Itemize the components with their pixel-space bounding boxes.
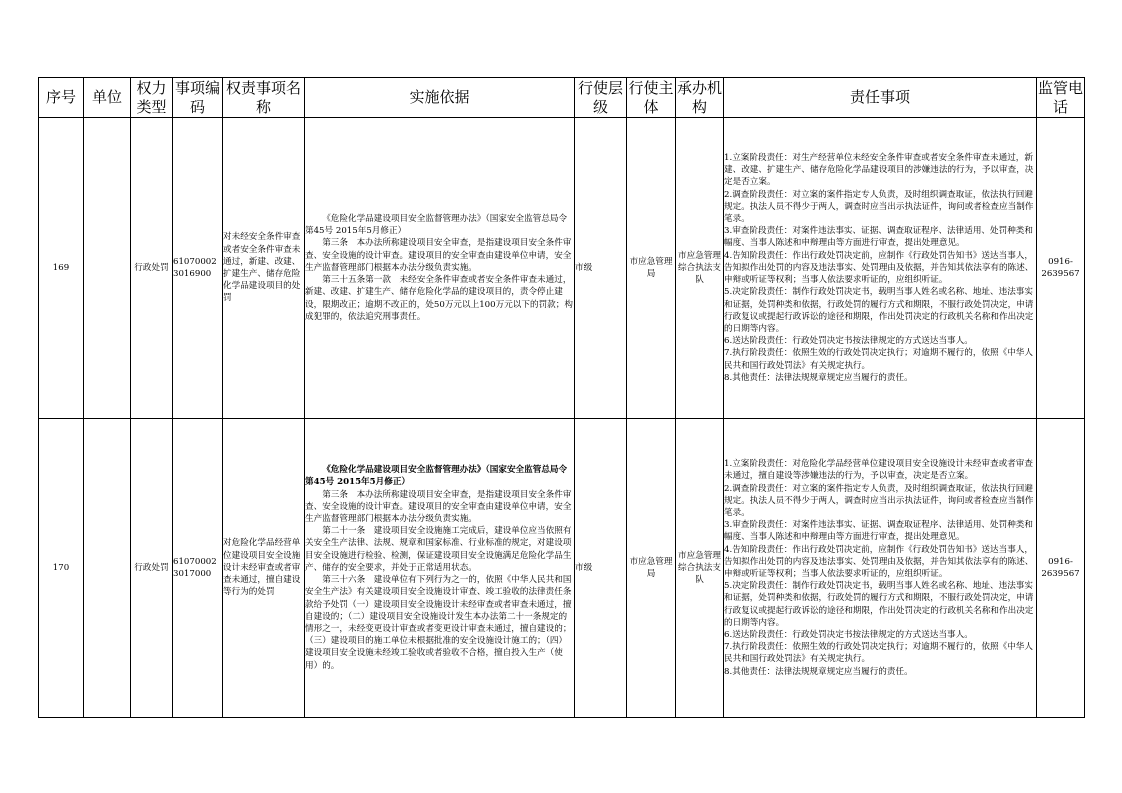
row-duties (724, 118, 1037, 419)
row-power-type: 行政处罚 (131, 419, 173, 718)
row-basis (305, 118, 575, 419)
row-power-type: 行政处罚 (131, 118, 173, 419)
table-row (39, 118, 1085, 419)
duty-item: 1.立案阶段责任：对危险化学品经营单位建设项目安全设施设计未经审查或者审查未通过，擅自建设等涉嫌违法的行为，予以审查，决定是否立案。 (724, 459, 1033, 482)
row-code: 61070002 3017000 (173, 419, 223, 718)
duty-item: 7.执行阶段责任：依照生效的行政处罚决定执行；对逾期不履行的，依照《中华人民共和国行政处罚法》有关规定执行。 (724, 348, 1033, 371)
basis-paragraph: 第三十五条第一款 未经安全条件审查或者安全条件审查未通过，新建、改建、扩建生产、储存危险化学品的建设项目的，责令停止建设，限期改正；逾期不改正的，处50万元以上100万元以下的罚款；构成犯罪的，依法追究刑事责任。 (305, 275, 573, 322)
header-agency: 承办机构 (676, 78, 722, 116)
row-duties (724, 419, 1037, 718)
row-agency: 市应急管理综合执法支队 (676, 118, 724, 419)
table-row (39, 419, 1085, 718)
duty-item: 2.调查阶段责任：对立案的案件指定专人负责，及时组织调查取证，依法执行回避规定。执法人员不得少于两人，调查时应当出示执法证件，询问或者检查应当制作笔录。 (724, 483, 1034, 518)
header-code: 事项编码 (173, 78, 223, 118)
header-seq: 序号 (39, 78, 84, 118)
row-seq: 169 (39, 118, 84, 419)
duty-item: 8.其他责任：法律法规规章规定应当履行的责任。 (724, 666, 913, 677)
duty-item: 8.其他责任：法律法规规章规定应当履行的责任。 (724, 372, 913, 383)
duty-item: 3.审查阶段责任：对案件违法事实、证据、调查取证程序、法律适用、处罚种类和幅度、当事人陈述和申辩理由等方面进行审查，提出处理意见。 (724, 520, 1033, 543)
row-phone: 0916-2639567 (1037, 419, 1085, 718)
header-level: 行使层级 (575, 78, 627, 118)
header-power-type: 权力类型 (131, 78, 173, 118)
basis-paragraph: 《危险化学品建设项目安全监督管理办法》（国家安全监管总局令第45号 2015年5月修正） (305, 465, 568, 488)
duty-item: 7.执行阶段责任：依照生效的行政处罚决定执行；对逾期不履行的，依照《中华人民共和国行政处罚法》有关规定执行。 (724, 642, 1033, 665)
basis-paragraph: 第三十六条 建设单位有下列行为之一的，依照《中华人民共和国安全生产法》有关建设项目安全设施设计审查、竣工验收的法律责任条款给予处罚（一）建设项目安全设施设计未经审查或者审查未通过，擅自建设的；（二）建设项目安全设施设计发生本办法第二十一条规定的情形之一，未经变更设计审查或者变更设计审查未通过，擅自建设的；（三）建设项目的施工单位未根据批准的安全设施设计施工的；（四）建设项目安全设施未经竣工验收或者验收不合格，擅自投入生产（使用）的。 (305, 575, 572, 671)
duty-item: 6.送达阶段责任：行政处罚决定书按法律规定的方式送达当事人。 (724, 630, 973, 641)
row-seq: 170 (39, 419, 84, 718)
duty-item: 6.送达阶段责任：行政处罚决定书按法律规定的方式送达当事人。 (724, 336, 973, 347)
row-code: 61070002 3016900 (173, 118, 223, 419)
basis-paragraph: 《危险化学品建设项目安全监督管理办法》（国家安全监管总局令第45号 2015年5月修正） (305, 214, 568, 237)
row-agency: 市应急管理综合执法支队 (676, 419, 724, 718)
header-phone: 监管电话 (1037, 78, 1083, 116)
header-duties: 责任事项 (724, 78, 1037, 118)
header-unit: 单位 (84, 78, 131, 118)
duty-item: 5.决定阶段责任：制作行政处罚决定书，载明当事人姓名或名称、地址、违法事实和证据，处罚种类和依据，行政处罚的履行方式和期限，不服行政处罚决定，申请行政复议或提起行政诉讼的途径和期限，作出处罚决定的行政机关名称和作出决定的日期等内容。 (724, 287, 1034, 334)
duty-item: 1.立案阶段责任：对生产经营单位未经安全条件审查或者安全条件审查未通过，新建、改建、扩建生产、储存危险化学品建设项目的涉嫌违法的行为，予以审查，决定是否立案。 (724, 153, 1034, 188)
row-phone: 0916-2639567 (1037, 118, 1085, 419)
row-subject: 市应急管理局 (627, 118, 676, 419)
row-subject: 市应急管理局 (627, 419, 676, 718)
row-level: 市级 (575, 118, 627, 419)
duty-item: 2.调查阶段责任：对立案的案件指定专人负责，及时组织调查取证，依法执行回避规定。执法人员不得少于两人，调查时应当出示执法证件，询问或者检查应当制作笔录。 (724, 189, 1034, 225)
row-unit (84, 419, 131, 718)
row-unit (84, 118, 131, 419)
header-row (39, 78, 1085, 118)
duty-item: 4.告知阶段责任：作出行政处罚决定前，应制作《行政处罚告知书》送达当事人，告知拟作出处罚的内容及违法事实、处罚理由及依据，并告知其依法享有的陈述、申辩或听证等权利；当事人依法要求听证的，应组织听证。 (724, 544, 1034, 579)
duty-item: 5.决定阶段责任：制作行政处罚决定书，载明当事人姓名或名称、地址、违法事实和证据，处罚种类和依据，行政处罚的履行方式和期限，不服行政处罚决定，申请行政复议或提起行政诉讼的途径和期限，作出处罚决定的行政机关名称和作出决定的日期等内容。 (724, 581, 1034, 628)
basis-paragraph: 第三条 本办法所称建设项目安全审查，是指建设项目安全条件审查、安全设施的设计审查。建设项目的安全审查由建设单位申请，安全生产监督管理部门根据本办法分级负责实施。 (305, 489, 572, 525)
header-basis: 实施依据 (305, 78, 575, 118)
header-item-name: 权责事项名称 (223, 78, 305, 118)
duty-item: 3.审查阶段责任：对案件违法事实、证据、调查取证程序、法律适用、处罚种类和幅度、当事人陈述和申辩理由等方面进行审查，提出处理意见。 (724, 226, 1033, 249)
basis-paragraph: 第二十一条 建设项目安全设施施工完成后，建设单位应当依照有关安全生产法律、法规、规章和国家标准、行业标准的规定，对建设项目安全设施进行检验、检测，保证建设项目安全设施满足危险化学品生产、储存的安全要求，并处于正常适用状态。 (305, 526, 572, 573)
power-list-table (38, 77, 1085, 718)
header-subject: 行使主体 (628, 78, 674, 116)
row-basis (305, 419, 575, 718)
basis-paragraph: 第三条 本办法所称建设项目安全审查，是指建设项目安全条件审查、安全设施的设计审查。建设项目的安全审查由建设单位申请，安全生产监督管理部门根据本办法分级负责实施。 (305, 238, 572, 273)
row-item-name: 对危险化学品经营单位建设项目安全设施设计未经审查或者审查未通过，擅自建设等行为的处罚 (223, 419, 305, 718)
row-level: 市级 (575, 419, 627, 718)
row-item-name: 对未经安全条件审查或者安全条件审查未通过，新建、改建、扩建生产、储存危险化学品建设项目的处罚 (223, 118, 305, 419)
duty-item: 4.告知阶段责任：作出行政处罚决定前，应制作《行政处罚告知书》送达当事人，告知拟作出处罚的内容及违法事实、处罚理由及依据，并告知其依法享有的陈述、申辩或听证等权利；当事人依法要求听证的，应组织听证。 (724, 250, 1034, 286)
